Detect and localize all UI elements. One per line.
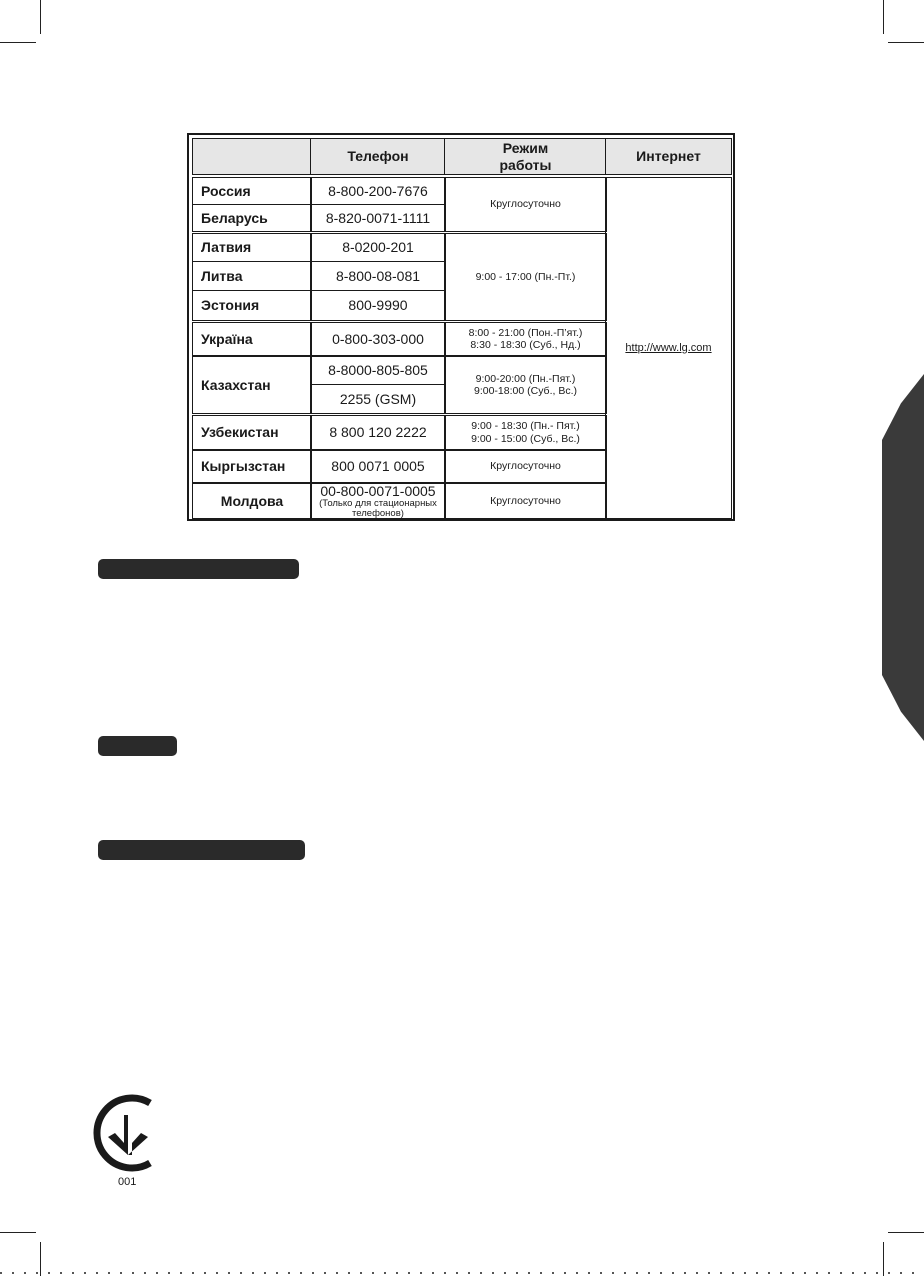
phone-number: 00-800-0071-0005 bbox=[320, 482, 436, 499]
conformity-mark-icon bbox=[88, 1093, 168, 1173]
header-phone: Телефон bbox=[310, 138, 446, 175]
country-cell: Беларусь bbox=[192, 204, 312, 232]
header-empty bbox=[192, 138, 312, 175]
phone-cell bbox=[310, 483, 446, 519]
section-heading-bar bbox=[98, 840, 305, 860]
country-cell: Кыргызстан bbox=[192, 450, 312, 483]
hours-cell: Круглосуточно bbox=[444, 450, 607, 483]
phone-cell: 8-0200-201 bbox=[310, 233, 446, 262]
crop-mark bbox=[888, 42, 924, 43]
crop-mark bbox=[0, 1232, 36, 1233]
section-heading-bar bbox=[98, 559, 299, 579]
bottom-dotted-line bbox=[0, 1272, 924, 1274]
crop-mark bbox=[40, 0, 41, 34]
side-tab bbox=[882, 374, 924, 741]
crop-mark bbox=[0, 42, 36, 43]
country-cell: Україна bbox=[192, 322, 312, 356]
phone-cell: 800 0071 0005 bbox=[310, 450, 446, 483]
phone-cell: 8-800-08-081 bbox=[310, 261, 446, 291]
phone-cell: 800-9990 bbox=[310, 290, 446, 321]
phone-cell: 8 800 120 2222 bbox=[310, 415, 446, 450]
country-cell: Эстония bbox=[192, 290, 312, 321]
hours-cell: Круглосуточно bbox=[444, 177, 607, 232]
country-cell: Казахстан bbox=[192, 356, 312, 414]
phone-cell: 8-820-0071-1111 bbox=[310, 204, 446, 232]
crop-mark bbox=[883, 1242, 884, 1276]
header-hours: Режим работы bbox=[444, 138, 607, 175]
crop-mark bbox=[40, 1242, 41, 1276]
phone-cell: 0-800-303-000 bbox=[310, 322, 446, 356]
crop-mark bbox=[883, 0, 884, 34]
hours-cell: 9:00-20:00 (Пн.-Пят.) 9:00-18:00 (Суб., Вс.) bbox=[444, 356, 607, 414]
country-cell: Россия bbox=[192, 177, 312, 205]
country-cell: Узбекистан bbox=[192, 415, 312, 450]
phone-cell: 8-800-200-7676 bbox=[310, 177, 446, 205]
crop-mark bbox=[888, 1232, 924, 1233]
support-contacts-table bbox=[187, 133, 735, 521]
hours-cell: 8:00 - 21:00 (Пон.-П’ят.) 8:30 - 18:30 (Суб., Нд.) bbox=[444, 322, 607, 356]
section-heading-bar bbox=[98, 736, 177, 756]
hours-cell: Круглосуточно bbox=[444, 483, 607, 519]
phone-note: (Только для стационарных телефонов) bbox=[319, 497, 437, 520]
hours-cell: 9:00 - 18:30 (Пн.- Пят.) 9:00 - 15:00 (Суб., Вс.) bbox=[444, 415, 607, 450]
country-cell: Латвия bbox=[192, 233, 312, 262]
conformity-code: 001 bbox=[118, 1176, 137, 1188]
website-link[interactable]: http://www.lg.com bbox=[605, 177, 732, 519]
hours-cell: 9:00 - 17:00 (Пн.-Пт.) bbox=[444, 233, 607, 321]
country-cell: Литва bbox=[192, 261, 312, 291]
phone-cell: 2255 (GSM) bbox=[310, 384, 446, 414]
country-cell: Молдова bbox=[192, 483, 312, 519]
header-internet: Интернет bbox=[605, 138, 732, 175]
phone-cell: 8-8000-805-805 bbox=[310, 356, 446, 385]
